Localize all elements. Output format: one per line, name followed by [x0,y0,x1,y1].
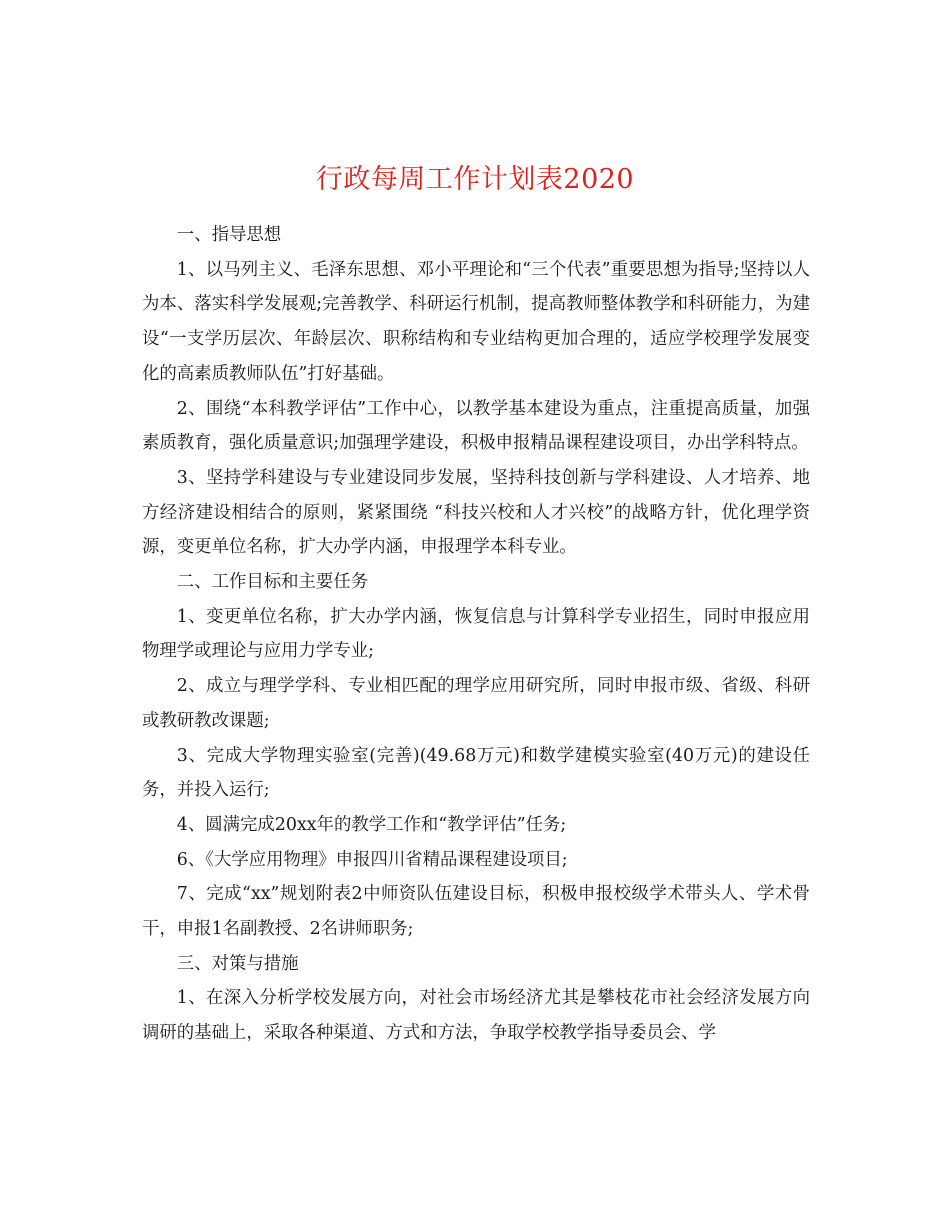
paragraph: 2、成立与理学学科、专业相匹配的理学应用研究所，同时申报市级、省级、科研或教研教改课题; [142,676,810,731]
paragraph: 3、坚持学科建设与专业建设同步发展，坚持科技创新与学科建设、人才培养、地方经济建设相结合的原则，紧紧围绕 “科技兴校和人才兴校”的战略方针，优化理学资源，变更单位名称，扩大办学内涵，申报理学本科专业。 [142,467,810,558]
paragraph: 2、围绕“本科教学评估”工作中心，以教学基本建设为重点，注重提高质量，加强素质教育，强化质量意识;加强理学建设，积极申报精品课程建设项目，办出学科特点。 [142,398,810,454]
document-body [142,218,810,1051]
section-heading-goals-tasks: 二、工作目标和主要任务 [176,572,369,593]
paragraph: 3、完成大学物理实验室(完善)(49.68万元)和数学建模实验室(40万元)的建设任务，并投入运行; [142,745,810,801]
section-heading-measures: 三、对策与措施 [176,953,299,974]
paragraph: 1、变更单位名称，扩大办学内涵，恢复信息与计算科学专业招生，同时申报应用物理学或理论与应用力学专业; [142,606,810,662]
paragraph: 1、以马列主义、毛泽东思想、邓小平理论和“三个代表”重要思想为指导;坚持以人为本、落实科学发展观;完善教学、科研运行机制，提高教师整体教学和科研能力，为建设“一支学历层次、年龄层次、职称结构和专业结构更加合理的，适应学校理学发展变化的高素质教师队伍”打好基础。 [142,259,810,384]
paragraph: 1、在深入分析学校发展方向，对社会市场经济尤其是攀枝花市社会经济发展方向调研的基础上，采取各种渠道、方式和方法，争取学校教学指导委员会、学 [142,988,810,1044]
paragraph: 4、圆满完成20xx年的教学工作和“教学评估”任务; [176,814,567,835]
paragraph: 6、《大学应用物理》申报四川省精品课程建设项目; [176,849,568,870]
document-title: 行政每周工作计划表2020 [315,164,635,196]
paragraph: 7、完成“xx”规划附表2中师资队伍建设目标，积极申报校级学术带头人、学术骨干，申报1名副教授、2名讲师职务; [142,884,810,940]
section-heading-guiding-ideology: 一、指导思想 [176,225,282,245]
